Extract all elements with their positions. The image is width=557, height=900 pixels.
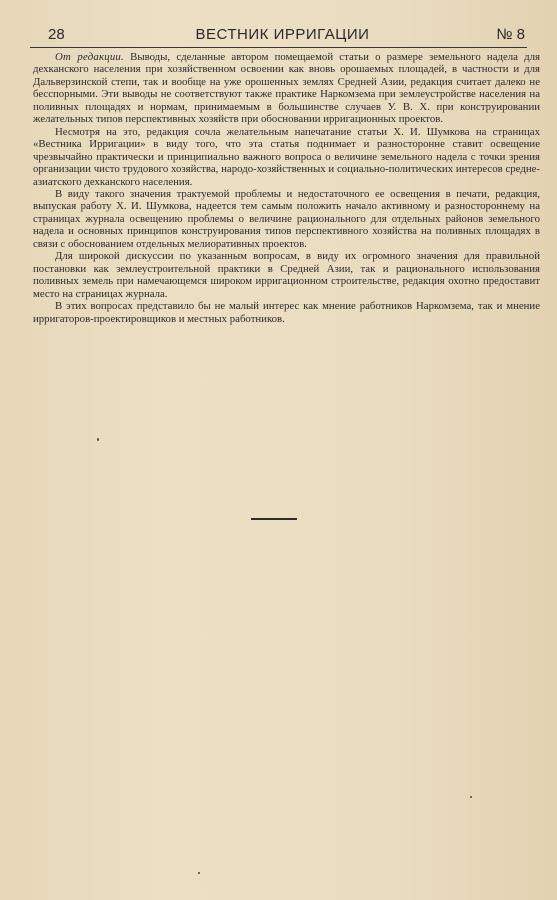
- header-rule: [30, 47, 527, 48]
- print-speck: [198, 872, 200, 874]
- paragraph-4: Для широкой дискуссии по указанным вопросам, в виду их огромного значения для правильной постановки как землеустроительной практики в Средней Азии, так и рационального использования поливных земель при намечающемся широком ирригационном строительстве, редакция охотно предоставит место на страницах журнала.: [33, 250, 540, 300]
- print-speck: [97, 438, 99, 441]
- issue-number: № 8: [496, 26, 525, 43]
- page-header: [38, 26, 527, 48]
- paragraph-2: Несмотря на это, редакция сочла желательным напечатание статьи Х. И. Шумкова на страницах «Вестника Ирригации» в виду того, что эта статья поднимает и разносторонне ставит освещение чрезвычайно практически и принципиально важного вопроса о величине земельного надела с точки зрения организации чисто трудового хозяйства, народо-хозяйственных и социально-политических интересов средне-азиатского дехканского населения.: [33, 125, 540, 188]
- print-speck: [470, 796, 472, 798]
- editorial-lead: От редакции.: [55, 51, 124, 63]
- paragraph-1: [33, 51, 540, 126]
- journal-title: ВЕСТНИК ИРРИГАЦИИ: [195, 26, 370, 43]
- page-number: 28: [48, 26, 65, 43]
- paragraph-3: В виду такого значения трактуемой проблемы и недостаточного ее освещения в печати, редакция, выпуская работу Х. И. Шумкова, надеется тем самым положить начало активному и разностороннему на страницах журнала освещению проблемы о величине рационального для отдельных районов земельного надела и основных принципов конструирования типов перспективного хозяйства на поливных площадях в связи с обоснованием отдельных мелиоративных проектов.: [33, 187, 540, 250]
- editorial-note: [33, 51, 540, 325]
- section-divider: [251, 518, 297, 520]
- paragraph-5: В этих вопросах представило бы не малый интерес как мнение работников Наркомзема, так и мнение ирригаторов-проектировщиков и местных работников.: [33, 300, 540, 325]
- paragraph-1-text: Выводы, сделанные автором помещаемой статьи о размере земельного надела для дехканского населения при хозяйственном освоении как вновь орошаемых площадей, в частности и для Дальверзинской степи, так и вообще на уже орошенных землях Средней Азии, редакция считает далеко не бесспорными. Эти выводы не соответствуют также практике Наркомзема при землеустройстве населения на поливных площадях и нормам, принимаемым в большинстве случаев У. В. Х. при конструировании желательных типов перспективных хозяйств при обосновании ирригационных проектов.: [33, 51, 540, 126]
